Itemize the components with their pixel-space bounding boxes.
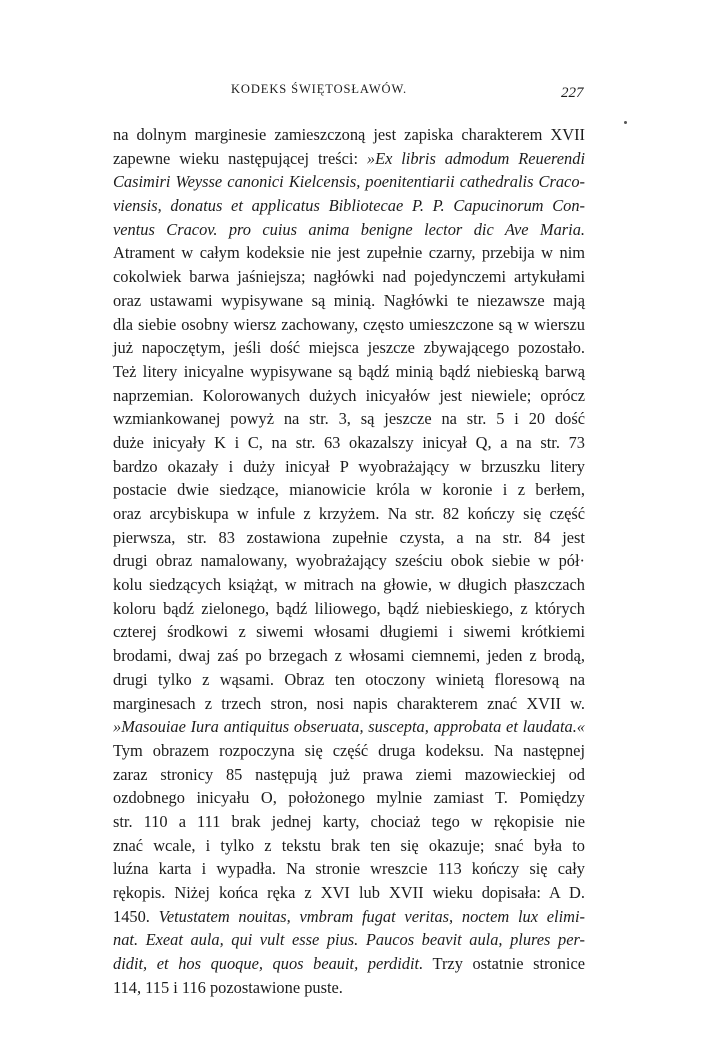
italic-segment: viensis, donatus et applicatus Bibliotecae P. P. Capucinorum Con- bbox=[113, 196, 585, 216]
italic-segment: Casimiri Weysse canonici Kielcensis, poenitentiarii cathedralis Craco- bbox=[113, 172, 585, 192]
text-line bbox=[113, 834, 585, 858]
text-segment: Atrament w całym kodeksie nie jest zupełnie czarny, przebija w nim bbox=[113, 243, 585, 263]
text-line bbox=[113, 265, 585, 289]
text-line bbox=[113, 549, 585, 573]
text-segment: koloru bądź zielonego, bądź liliowego, bądź niebieskiego, z których bbox=[113, 598, 585, 618]
text-segment: bardzo okazały i duży inicyał P wyobrażający w brzuszku litery bbox=[113, 456, 585, 476]
text-line bbox=[113, 407, 585, 431]
text-segment: czterej środkowi z siwemi włosami długiemi i siwemi krótkiemi bbox=[113, 622, 585, 642]
text-line bbox=[113, 644, 585, 668]
text-segment: dla siebie osobny wiersz zachowany, często umieszczone są w wierszu bbox=[113, 314, 585, 334]
text-line bbox=[113, 692, 585, 716]
text-line bbox=[113, 123, 585, 147]
text-line bbox=[113, 597, 585, 621]
italic-segment: didit, et hos quoque, quos beauit, perdidit. bbox=[113, 954, 424, 974]
text-segment: marginesach z trzech stron, nosi napis charakterem znać XVII w. bbox=[113, 693, 585, 713]
text-line bbox=[113, 976, 585, 1000]
text-line bbox=[113, 952, 585, 976]
text-segment: zaraz stronicy 85 następują już prawa ziemi mazowieckiej od bbox=[113, 764, 585, 784]
text-segment: Też litery inicyalne wypisywane są bądź minią bądź niebieską barwą bbox=[113, 361, 585, 381]
text-segment: Tym obrazem rozpoczyna się część druga kodeksu. Na następnej bbox=[113, 740, 585, 760]
italic-segment: ventus Cracov. pro cuius anima benigne lector dic Ave Maria. bbox=[113, 219, 585, 239]
text-segment: pierwsza, str. 83 zostawiona zupełnie czysta, a na str. 84 jest bbox=[113, 527, 585, 547]
italic-segment: nat. Exeat aula, qui vult esse pius. Paucos beavit aula, plures per- bbox=[113, 930, 585, 950]
text-segment: 1450. bbox=[113, 906, 159, 926]
text-line bbox=[113, 455, 585, 479]
text-segment: zapewne wieku następującej treści: bbox=[113, 148, 367, 168]
text-line bbox=[113, 384, 585, 408]
text-segment: naprzemian. Kolorowanych dużych inicyałów jest niewiele; oprócz bbox=[113, 385, 585, 405]
text-segment: duże inicyały K i C, na str. 63 okazalszy inicyał Q, a na str. 73 bbox=[113, 432, 585, 452]
text-line bbox=[113, 928, 585, 952]
text-line bbox=[113, 786, 585, 810]
text-segment: 114, 115 i 116 pozostawione puste. bbox=[113, 977, 343, 997]
text-segment: drugi tylko z wąsami. Obraz ten otoczony winietą floresową na bbox=[113, 669, 585, 689]
text-segment: Trzy ostatnie stronice bbox=[423, 954, 585, 974]
text-segment: brodami, dwaj zaś po brzegach z włosami ciemnemi, jeden z brodą, bbox=[113, 646, 585, 666]
text-segment: postacie dwie siedzące, mianowicie króla w koronie i z berłem, bbox=[113, 480, 585, 500]
body-text bbox=[113, 123, 585, 999]
text-line bbox=[113, 620, 585, 644]
text-line bbox=[113, 194, 585, 218]
text-line bbox=[113, 739, 585, 763]
text-segment: już napoczętym, jeśli dość miejsca jeszcze zbywającego pozostało. bbox=[113, 338, 585, 358]
running-title: KODEKS ŚWIĘTOSŁAWÓW. bbox=[231, 82, 408, 96]
text-line bbox=[113, 668, 585, 692]
text-segment: ozdobnego inicyału O, położonego mylnie zamiast T. Pomiędzy bbox=[113, 788, 585, 808]
text-line bbox=[113, 478, 585, 502]
italic-segment: »Ex libris admodum Reuerendi bbox=[366, 148, 585, 168]
text-segment: drugi obraz namalowany, wyobrażający sześciu obok siebie w pół· bbox=[113, 551, 585, 571]
text-line bbox=[113, 431, 585, 455]
text-line bbox=[113, 218, 585, 242]
text-segment: oraz arcybiskupa w infule z krzyżem. Na str. 82 kończy się część bbox=[113, 504, 585, 523]
text-line bbox=[113, 526, 585, 550]
text-line bbox=[113, 857, 585, 881]
text-line bbox=[113, 360, 585, 384]
text-line bbox=[113, 289, 585, 313]
text-line bbox=[113, 241, 585, 265]
text-segment: na dolnym marginesie zamieszczoną jest zapiska charakterem XVII bbox=[113, 125, 585, 144]
text-segment: oraz ustawami wypisywane są minią. Nagłówki te niezawsze mają bbox=[113, 290, 585, 310]
text-segment: znać wcale, i tylko z tekstu brak ten się okazuje; snać była to bbox=[113, 835, 585, 855]
text-line bbox=[113, 573, 585, 597]
text-line bbox=[113, 170, 585, 194]
italic-segment: Vetustatem nouitas, vmbram fugat veritas, noctem lux elimi- bbox=[158, 906, 585, 926]
italic-segment: »Masouiae Iura antiquitus obseruata, suscepta, approbata et laudata.« bbox=[113, 717, 585, 737]
text-segment: cokolwiek barwa jaśniejsza; nagłówki nad pojedynczemi artykułami bbox=[113, 267, 585, 287]
text-segment: str. 110 a 111 brak jednej karty, chociaż tego w rękopisie nie bbox=[113, 811, 585, 831]
text-line bbox=[113, 313, 585, 337]
text-segment: rękopis. Niżej końca ręka z XVI lub XVII wieku dopisała: A D. bbox=[113, 883, 585, 902]
text-line bbox=[113, 810, 585, 834]
text-segment: wzmiankowanej powyż na str. 3, są jeszcze na str. 5 i 20 dość bbox=[113, 409, 585, 429]
margin-dot bbox=[624, 121, 627, 124]
text-line bbox=[113, 502, 585, 526]
text-line bbox=[113, 881, 585, 905]
running-header bbox=[0, 82, 720, 104]
page-number: 227 bbox=[561, 85, 584, 101]
text-line bbox=[113, 715, 585, 739]
text-segment: kolu siedzących książąt, w mitrach na głowie, w długich płaszczach bbox=[113, 575, 585, 595]
text-line bbox=[113, 905, 585, 929]
text-segment: luźna karta i wypadła. Na stronie wreszcie 113 kończy się cały bbox=[113, 859, 585, 879]
text-line bbox=[113, 336, 585, 360]
text-line bbox=[113, 763, 585, 787]
text-line bbox=[113, 147, 585, 171]
